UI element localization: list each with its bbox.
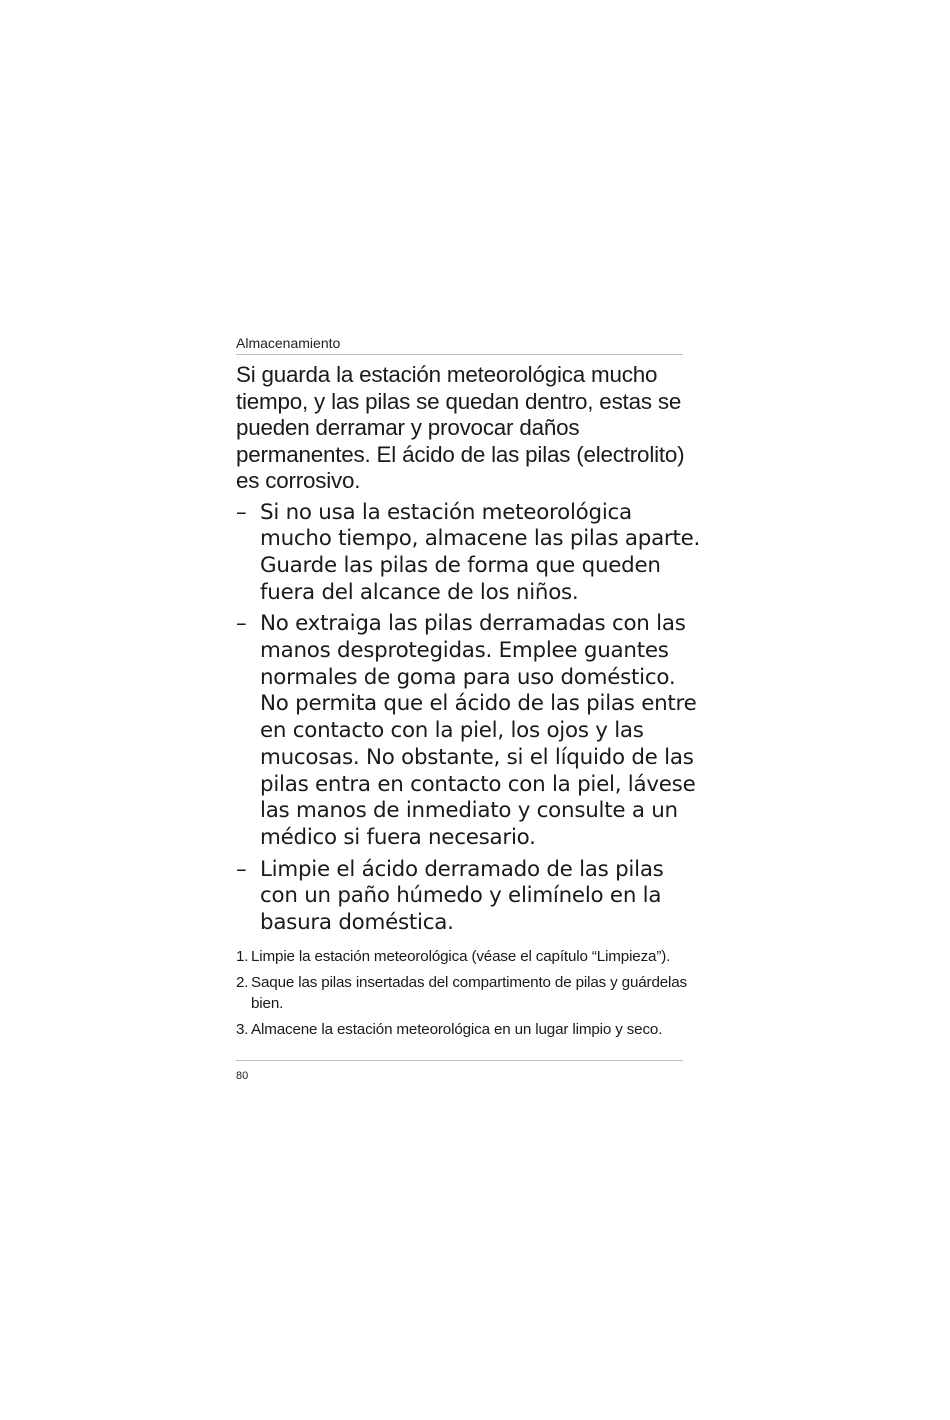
bullet-item — [236, 857, 706, 937]
step-text: Limpie la estación meteorológica (véase el capítulo “Limpieza”). — [251, 947, 671, 965]
step-number: 2. — [236, 973, 249, 991]
bullet-dash: – — [236, 856, 247, 882]
page-footer — [236, 1060, 683, 1083]
step-item — [236, 972, 706, 1014]
section-header: Almacenamiento — [236, 334, 683, 355]
step-number: 1. — [236, 947, 249, 965]
bullet-item — [236, 500, 706, 607]
bullet-list — [236, 500, 706, 937]
warning-paragraph: Si guarda la estación meteorológica mucho tiempo, y las pilas se quedan dentro, estas se pueden derramar y provocar daños permanentes. El ácido de las pilas (electrolito) es corrosivo. — [236, 362, 685, 493]
page-number: 80 — [236, 1070, 249, 1082]
step-item — [236, 946, 706, 967]
bullet-dash: – — [236, 499, 247, 525]
step-text: Almacene la estación meteorológica en un lugar limpio y seco. — [251, 1020, 663, 1038]
bullet-text: No extraiga las pilas derramadas con las manos desprotegidas. Emplee guantes normales de goma para uso doméstico. No permita que el ácido de las pilas entre en contacto con la piel, los ojos y las mucosas. No obstante, si el líquido de las pilas entra en contacto con la piel, lávese las manos de inmediato y consulte a un médico si fuera necesario. — [260, 611, 697, 850]
bullet-item — [236, 611, 706, 851]
step-text: Saque las pilas insertadas del compartimento de pilas y guárdelas bien. — [251, 973, 688, 1012]
page-content — [236, 334, 701, 1045]
bullet-text: Limpie el ácido derramado de las pilas con un paño húmedo y elimínelo en la basura doméstica. — [260, 856, 664, 936]
bullet-dash: – — [236, 611, 247, 637]
step-item — [236, 1019, 706, 1040]
step-number: 3. — [236, 1020, 249, 1038]
step-list — [236, 946, 706, 1040]
bullet-text: Si no usa la estación meteorológica mucho tiempo, almacene las pilas aparte. Guarde las pilas de forma que queden fuera del alcance de los niños. — [260, 499, 701, 605]
